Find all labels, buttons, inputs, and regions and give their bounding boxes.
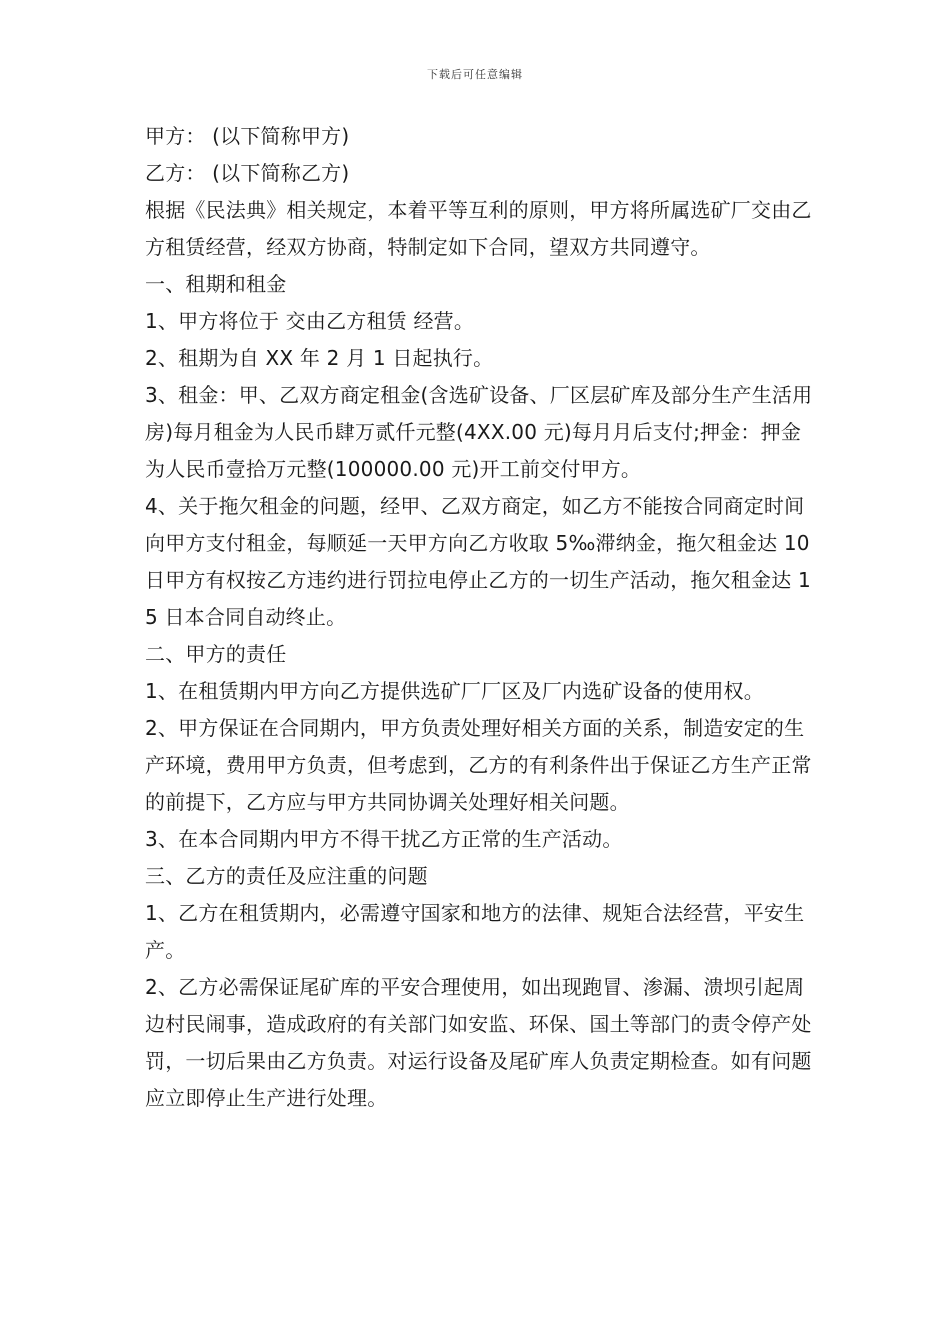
document-body	[145, 118, 815, 1117]
clause-3-1: 1、乙方在租赁期内，必需遵守国家和地方的法律、规矩合法经营，平安生产。	[145, 901, 805, 962]
clause-2-3: 3、在本合同期内甲方不得干扰乙方正常的生产活动。	[145, 827, 623, 851]
clause-1-2: 2、租期为自 XX 年 2 月 1 日起执行。	[145, 346, 494, 370]
clause-1-4: 4、关于拖欠租金的问题，经甲、乙双方商定，如乙方不能按合同商定时间向甲方支付租金，每顺延一天甲方向乙方收取 5‰滞纳金，拖欠租金达 10 日甲方有权按乙方违约进行罚拉电停止乙方的一切生产活动，拖欠租金达 15 日本合同自动终止。	[145, 494, 811, 629]
clause-2-2: 2、甲方保证在合同期内，甲方负责处理好相关方面的关系，制造安定的生产环境，费用甲方负责，但考虑到，乙方的有利条件出于保证乙方生产正常的前提下，乙方应与甲方共同协调关处理好相关问题。	[145, 716, 812, 814]
party-b-line: 乙方： (以下简称乙方)	[145, 161, 350, 185]
section-heading-party-b-duties: 三、乙方的责任及应注重的问题	[145, 864, 428, 888]
party-a-line: 甲方： (以下简称甲方)	[145, 124, 350, 148]
clause-2-1: 1、在租赁期内甲方向乙方提供选矿厂厂区及厂内选矿设备的使用权。	[145, 679, 764, 703]
clause-1-1: 1、甲方将位于 交由乙方租赁 经营。	[145, 309, 475, 333]
clause-3-2: 2、乙方必需保证尾矿库的平安合理使用，如出现跑冒、渗漏、溃坝引起周边村民闹事，造成政府的有关部门如安监、环保、国土等部门的责令停产处罚，一切后果由乙方负责。对运行设备及尾矿库人负责定期检查。如有问题应立即停止生产进行处理。	[145, 975, 812, 1110]
preamble-paragraph: 根据《民法典》相关规定，本着平等互利的原则，甲方将所属选矿厂交由乙方租赁经营，经双方协商，特制定如下合同，望双方共同遵守。	[145, 198, 812, 259]
clause-1-3: 3、租金：甲、乙双方商定租金(含选矿设备、厂区层矿库及部分生产生活用房)每月租金为人民币肆万贰仟元整(4XX.00 元)每月月后支付;押金：押金为人民币壹拾万元整(100000.00 元)开工前交付甲方。	[145, 383, 813, 481]
section-heading-party-a-duties: 二、甲方的责任	[145, 642, 287, 666]
section-heading-lease-term: 一、租期和租金	[145, 272, 287, 296]
page-header: 下载后可任意编辑	[427, 68, 523, 81]
